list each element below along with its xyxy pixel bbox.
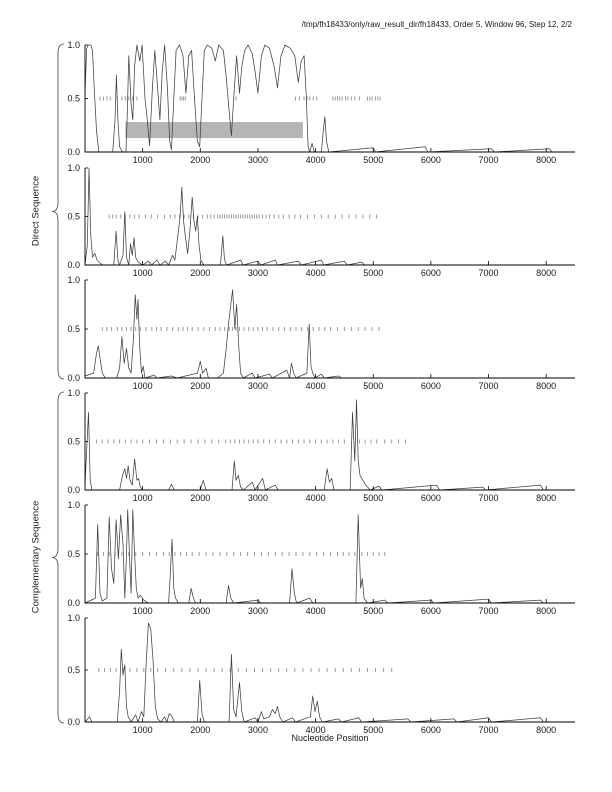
- x-tick-label: 1000: [132, 725, 153, 735]
- x-tick-label: 4000: [305, 493, 326, 503]
- x-tick-label: 7000: [478, 155, 499, 165]
- x-tick-label: 4000: [305, 606, 326, 616]
- y-tick-label: 0.5: [67, 324, 80, 334]
- coding-potential-curve: [85, 400, 575, 490]
- axes-lines: [85, 280, 575, 378]
- x-tick-label: 6000: [420, 268, 441, 278]
- axes-lines: [85, 168, 575, 265]
- x-tick-label: 1000: [132, 155, 153, 165]
- x-tick-label: 5000: [363, 493, 384, 503]
- y-tick-label: 1.0: [67, 163, 80, 173]
- x-tick-label: 3000: [247, 725, 268, 735]
- x-tick-label: 8000: [536, 381, 557, 391]
- x-tick-label: 7000: [478, 493, 499, 503]
- x-tick-label: 6000: [420, 725, 441, 735]
- plot-title: /tmp/fh18433/only/raw_result_dir/fh18433, Order 5, Window 96, Step 12, 2/2: [301, 20, 572, 29]
- x-tick-label: 5000: [363, 268, 384, 278]
- coding-potential-curve: [85, 168, 575, 265]
- y-tick-label: 1.0: [67, 388, 80, 398]
- y-tick-label: 0.0: [67, 598, 80, 608]
- y-tick-label: 0.0: [67, 260, 80, 270]
- x-tick-label: 6000: [420, 381, 441, 391]
- y-tick-label: 0.5: [67, 93, 80, 104]
- coding-potential-curve: [85, 290, 575, 378]
- x-tick-label: 6000: [420, 606, 441, 616]
- axes-lines: [85, 393, 575, 490]
- y-tick-label: 0.5: [67, 549, 80, 559]
- x-tick-label: 1000: [132, 381, 153, 391]
- panel-complementary-frame-2: [67, 500, 575, 616]
- x-tick-label: 4000: [305, 155, 326, 165]
- x-tick-label: 1000: [132, 493, 153, 503]
- x-tick-label: 4000: [305, 381, 326, 391]
- x-tick-label: 8000: [536, 725, 557, 735]
- x-tick-label: 3000: [247, 268, 268, 278]
- axes-lines: [85, 505, 575, 603]
- axes-lines: [85, 618, 575, 722]
- x-tick-label: 8000: [536, 268, 557, 278]
- x-tick-label: 7000: [478, 268, 499, 278]
- x-tick-label: 2000: [190, 155, 211, 165]
- x-tick-label: 3000: [247, 606, 268, 616]
- x-tick-label: 8000: [536, 493, 557, 503]
- x-tick-label: 1000: [132, 606, 153, 616]
- group-label-complementary-sequence: Complementary Sequence: [30, 500, 42, 614]
- group-label-direct-sequence: Direct Sequence: [30, 175, 42, 247]
- x-tick-label: 8000: [536, 606, 557, 616]
- x-tick-label: 5000: [363, 606, 384, 616]
- x-tick-label: 7000: [478, 725, 499, 735]
- y-tick-label: 1.0: [67, 40, 80, 50]
- y-tick-label: 1.0: [67, 500, 80, 510]
- panel-complementary-frame-3: [67, 613, 575, 735]
- x-tick-label: 2000: [190, 493, 211, 503]
- x-tick-label: 1000: [132, 268, 153, 278]
- x-tick-label: 5000: [363, 381, 384, 391]
- x-tick-label: 8000: [536, 155, 557, 165]
- panel-complementary-frame-1: [67, 388, 575, 503]
- x-tick-label: 2000: [190, 725, 211, 735]
- x-tick-label: 7000: [478, 606, 499, 616]
- x-tick-label: 2000: [190, 268, 211, 278]
- x-tick-label: 4000: [305, 268, 326, 278]
- panel-direct-frame-3: [67, 275, 575, 391]
- y-tick-label: 1.0: [67, 275, 80, 285]
- x-tick-label: 6000: [420, 493, 441, 503]
- x-tick-label: 2000: [190, 606, 211, 616]
- x-tick-label: 5000: [363, 725, 384, 735]
- x-tick-label: 7000: [478, 381, 499, 391]
- x-tick-label: 6000: [420, 155, 441, 165]
- y-tick-label: 0.0: [67, 147, 80, 157]
- y-tick-label: 1.0: [67, 613, 80, 623]
- x-tick-label: 5000: [363, 155, 384, 165]
- y-tick-label: 0.0: [67, 485, 80, 495]
- gene-region-bar: [125, 122, 303, 138]
- y-tick-label: 0.0: [67, 373, 80, 383]
- x-tick-label: 4000: [305, 725, 326, 735]
- group-brace-0: [52, 44, 64, 379]
- x-axis-title: Nucleotide Position: [291, 733, 369, 743]
- y-tick-label: 0.5: [67, 211, 80, 222]
- y-tick-label: 0.0: [67, 717, 80, 727]
- coding-potential-curve: [85, 623, 575, 722]
- x-tick-label: 3000: [247, 493, 268, 503]
- coding-potential-curve: [85, 510, 575, 603]
- y-tick-label: 0.5: [67, 436, 80, 447]
- x-tick-label: 2000: [190, 381, 211, 391]
- x-tick-label: 3000: [247, 155, 268, 165]
- x-tick-label: 3000: [247, 381, 268, 391]
- y-tick-label: 0.5: [67, 665, 80, 675]
- group-brace-1: [52, 392, 64, 723]
- panel-direct-frame-1: [67, 40, 575, 165]
- panel-direct-frame-2: [67, 163, 575, 278]
